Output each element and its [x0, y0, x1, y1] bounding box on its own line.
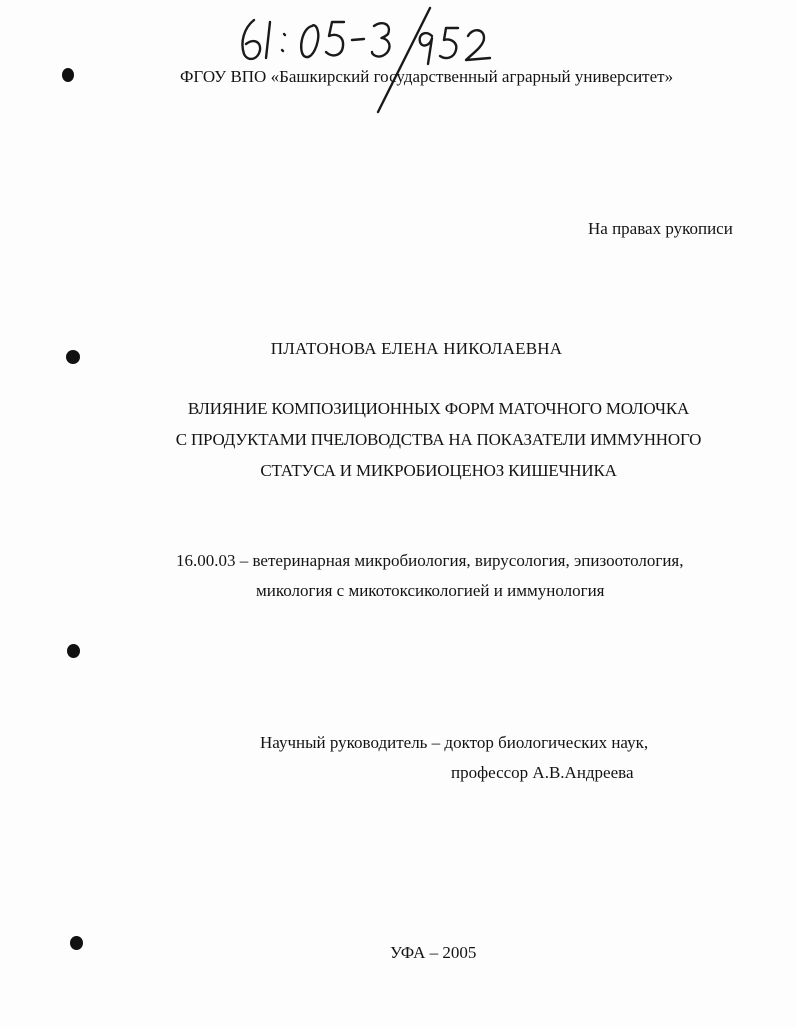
- handwritten-code-text: [232, 4, 512, 55]
- supervisor-line-2: профессор А.В.Андреева: [451, 763, 634, 782]
- manuscript-rights-note: На правах рукописи: [588, 219, 733, 238]
- title-line-3: СТАТУСА И МИКРОБИОЦЕНОЗ КИШЕЧНИКА: [260, 461, 617, 480]
- specialty-line-1: 16.00.03 – ветеринарная микробиология, вирусология, эпизоотология,: [176, 551, 684, 570]
- supervisor-line-1: Научный руководитель – доктор биологических наук,: [260, 733, 649, 752]
- title-line-1: ВЛИЯНИЕ КОМПОЗИЦИОННЫХ ФОРМ МАТОЧНОГО МОЛОЧКА: [187, 399, 690, 418]
- institution-name: ФГОУ ВПО «Башкирский государственный аграрный университет»: [180, 67, 674, 86]
- punch-hole-3: [67, 644, 80, 658]
- specialty-line-2: микология с микотоксикологией и иммунология: [256, 581, 605, 600]
- city-year: УФА – 2005: [390, 943, 477, 962]
- title-line-2: С ПРОДУКТАМИ ПЧЕЛОВОДСТВА НА ПОКАЗАТЕЛИ ИММУННОГО: [175, 430, 702, 449]
- punch-hole-4: [70, 936, 83, 950]
- punch-hole-1: [62, 68, 74, 82]
- author-name: ПЛАТОНОВА ЕЛЕНА НИКОЛАЕВНА: [270, 339, 563, 358]
